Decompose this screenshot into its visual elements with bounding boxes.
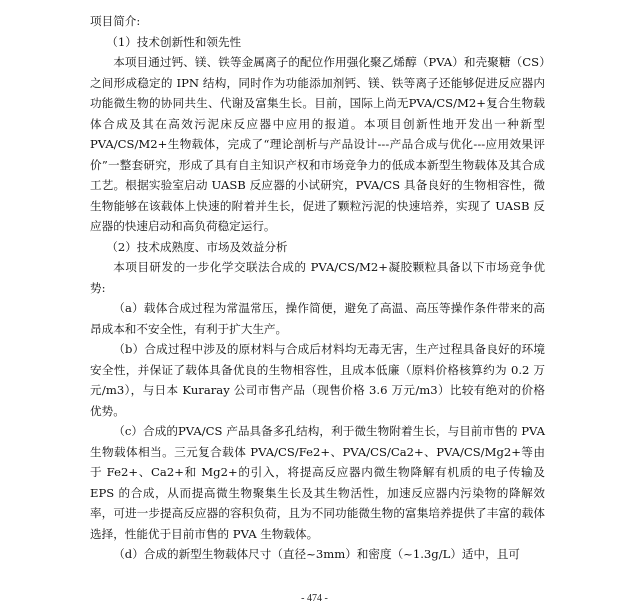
- paragraph-advantage-d: （d）合成的新型生物载体尺寸（直径~3mm）和密度（~1.3g/L）适中，且可: [113, 547, 520, 561]
- paragraph-advantage-b: （b）合成过程中涉及的原材料与合成后材料均无毒无害，生产过程具备良好的环境安全性，并保证了载体具备优良的生物相容性，且成本低廉（原料价格核算约为 0.2 万元/m3），与日本 Kuraray 公司市售产品（现售价格 3.6 万元/m3）比较有绝对的价格优势。: [90, 342, 545, 418]
- document-body: [90, 11, 545, 565]
- paragraph-advantage-a: （a）载体合成过程为常温常压，操作简便，避免了高温、高压等操作条件带来的高昂成本和不安全性，有利于扩大生产。: [90, 301, 545, 336]
- section-title-innovation: （1）技术创新性和领先性: [106, 34, 242, 49]
- paragraph-innovation: 本项目通过钙、镁、铁等金属离子的配位作用强化聚乙烯醇（PVA）和壳聚糖（CS）之间形成稳定的 IPN 结构，同时作为功能添加剂钙、镁、铁等离子还能够促进反应器内功能微生物的协同共生、代谢及富集生长。目前，国际上尚无PVA/CS/M2+复合生物载体合成及其在高效污泥床反应器中应用的报道。本项目创新性地开发出一种新型 PVA/CS/M2+生物载体，完成了“理论剖析与产品设计---产品合成与优化---应用效果评价”一整套研究，形成了具有自主知识产权和市场竞争力的低成本新型生物载体及其合成工艺。根据实验室启动 UASB 反应器的小试研究，PVA/CS 具备良好的生物相容性，微生物能够在该载体上快速的附着并生长，促进了颗粒污泥的快速培养，实现了 UASB 反应器的快速启动和高负荷稳定运行。: [90, 55, 545, 233]
- heading-project-intro: 项目简介:: [90, 14, 141, 28]
- section-title-market: （2）技术成熟度、市场及效益分析: [106, 239, 288, 254]
- paragraph-advantage-c: （c）合成的PVA/CS 产品具备多孔结构，利于微生物附着生长，与目前市售的 PVA 生物载体相当。三元复合载体 PVA/CS/Fe2+、PVA/CS/Ca2+、PVA/CS/Mg2+等由于 Fe2+、Ca2+和 Mg2+的引入，将提高反应器内微生物降解有机质的电子传输及 EPS 的合成，从而提高微生物聚集生长及其生物活性，加速反应器内污染物的降解效率，可进一步提高反应器的容积负荷，且为不同功能微生物的富集培养提供了丰富的载体选择，性能优于目前市售的 PVA 生物载体。: [90, 424, 545, 541]
- paragraph-market-intro: 本项目研发的一步化学交联法合成的 PVA/CS/M2+凝胶颗粒具备以下市场竞争优势:: [90, 260, 545, 295]
- page-number: - 474 -: [301, 593, 328, 604]
